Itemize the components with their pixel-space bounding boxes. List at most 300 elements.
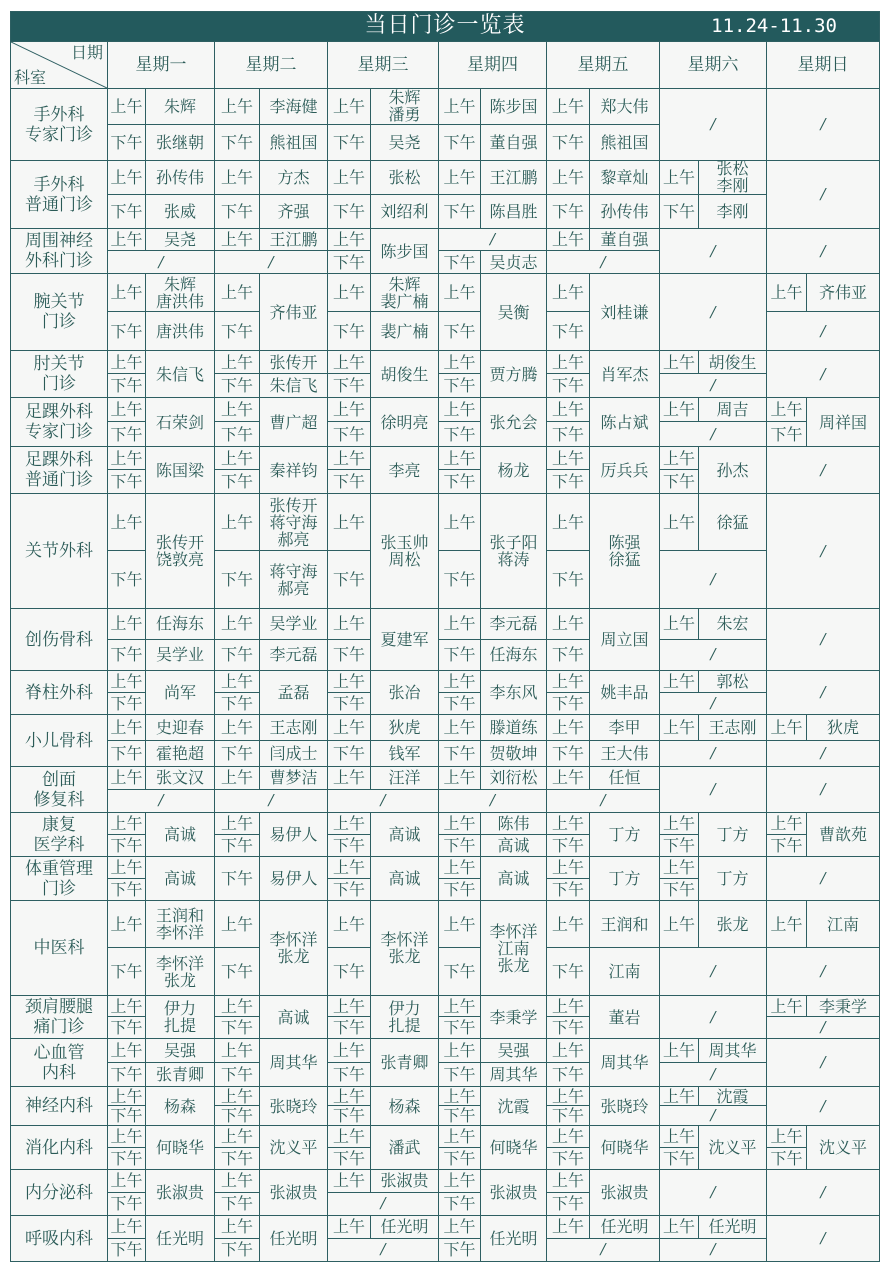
am-label: 上午	[439, 996, 481, 1017]
day-schedule-cell	[107, 1126, 214, 1169]
pm-label: 下午	[439, 1017, 481, 1038]
day-schedule-cell	[659, 494, 766, 608]
pm-label: 下午	[439, 741, 481, 767]
pm-doctor: 江南	[608, 962, 641, 981]
doctor-name: 胡俊生	[380, 364, 429, 384]
pm-label: 下午	[215, 551, 260, 608]
doctor-name: 高诚	[497, 869, 530, 888]
am-label: 上午	[328, 857, 371, 879]
day-schedule-cell	[107, 274, 214, 350]
day-schedule-cell	[659, 89, 766, 160]
day-schedule-cell	[327, 1039, 438, 1086]
pm-label: 下午	[328, 640, 371, 671]
no-clinic-slash: /	[820, 683, 826, 701]
pm-label: 下午	[439, 948, 481, 995]
am-doctor: 齐伟亚	[807, 274, 879, 312]
day-schedule-cell	[214, 1170, 327, 1215]
doctor-name: 伊力 扎提	[388, 999, 421, 1035]
department-name: 消化内科	[25, 1137, 93, 1158]
pm-label: 下午	[439, 693, 481, 715]
am-label: 上午	[215, 715, 260, 741]
am-doctor: 张传开	[260, 351, 327, 374]
pm-label: 下午	[108, 312, 146, 350]
department-name: 手外科 普通门诊	[25, 174, 93, 215]
day-schedule-cell	[107, 996, 214, 1038]
department-row	[11, 1215, 879, 1261]
day-schedule-cell	[766, 161, 879, 228]
day-schedule-cell	[438, 89, 546, 160]
doctor-name: 李怀洋 张龙	[269, 930, 318, 966]
day-schedule-cell	[438, 161, 546, 228]
department-row	[11, 350, 879, 397]
department-name: 小儿骨科	[25, 730, 93, 751]
pm-doctor: 吴尧	[388, 132, 421, 152]
no-clinic-slash: /	[710, 241, 716, 260]
weekday-header: 星期三	[327, 42, 438, 88]
no-clinic-slash: /	[600, 791, 606, 810]
am-label: 上午	[547, 996, 590, 1017]
day-schedule-cell	[546, 996, 659, 1038]
am-doctor: 吴强	[481, 1039, 546, 1063]
day-schedule-cell	[438, 274, 546, 350]
pm-label: 下午	[547, 693, 590, 715]
am-doctor: 张龙	[699, 901, 766, 948]
day-schedule-cell	[546, 715, 659, 766]
pm-label: 下午	[108, 640, 146, 671]
am-label: 上午	[108, 447, 146, 470]
no-clinic-slash: /	[710, 424, 716, 443]
day-schedule-cell	[659, 671, 766, 714]
am-label: 上午	[108, 398, 146, 422]
day-schedule-cell	[659, 447, 766, 493]
no-clinic-slash: /	[710, 376, 716, 394]
am-label: 上午	[439, 274, 481, 312]
am-label: 上午	[328, 351, 371, 374]
pm-label: 下午	[439, 1106, 481, 1125]
pm-label: 下午	[215, 1017, 260, 1038]
pm-label: 下午	[108, 1193, 146, 1216]
pm-doctor: 闫成士	[269, 743, 318, 763]
day-schedule-cell	[659, 351, 766, 397]
pm-label: 下午	[439, 470, 481, 493]
am-doctor: 任恒	[590, 767, 659, 790]
no-clinic-slash: /	[710, 1240, 716, 1259]
day-schedule-cell	[327, 715, 438, 766]
pm-doctor: 钱军	[388, 743, 421, 763]
doctor-name: 厉兵兵	[600, 460, 649, 480]
day-schedule-cell	[766, 274, 879, 350]
am-doctor: 胡俊生	[699, 351, 766, 374]
day-schedule-cell	[659, 229, 766, 273]
department-row	[11, 397, 879, 446]
am-label: 上午	[108, 1039, 146, 1063]
corner-header	[11, 42, 107, 88]
pm-label: 下午	[439, 551, 481, 608]
am-label: 上午	[547, 1039, 590, 1063]
department-row	[11, 160, 879, 228]
pm-label: 下午	[328, 251, 371, 273]
no-clinic-slash: /	[710, 1064, 716, 1083]
day-schedule-cell	[659, 1087, 766, 1125]
doctor-name: 周其华	[269, 1053, 318, 1072]
day-schedule-cell	[766, 671, 879, 714]
am-label: 上午	[660, 398, 699, 422]
day-schedule-cell	[107, 857, 214, 900]
no-clinic-slash: /	[158, 252, 164, 271]
department-row	[11, 714, 879, 766]
no-clinic-slash: /	[380, 791, 386, 810]
pm-doctor: 裴广楠	[380, 321, 429, 341]
no-clinic-slash: /	[710, 1183, 716, 1201]
pm-label: 下午	[328, 693, 371, 715]
am-label: 上午	[328, 1216, 371, 1239]
page-title: 当日门诊一览表	[364, 13, 526, 38]
department-name: 手外科 专家门诊	[25, 104, 93, 145]
am-doctor: 任光明	[699, 1216, 766, 1239]
doctor-name: 任光明	[489, 1229, 538, 1248]
department-name: 体重管理 门诊	[25, 858, 93, 899]
am-doctor: 任海东	[146, 609, 214, 640]
department-name: 腕关节 门诊	[33, 292, 85, 332]
pm-label: 下午	[108, 1017, 146, 1038]
pm-label: 下午	[767, 835, 807, 857]
pm-label: 下午	[108, 470, 146, 493]
day-schedule-cell	[214, 447, 327, 493]
am-label: 上午	[215, 274, 260, 312]
am-label: 上午	[328, 767, 371, 790]
am-label: 上午	[215, 447, 260, 470]
pm-label: 下午	[108, 1239, 146, 1262]
am-label: 上午	[439, 89, 481, 125]
am-label: 上午	[767, 398, 807, 422]
department-row	[11, 812, 879, 856]
pm-label: 下午	[660, 835, 699, 857]
day-schedule-cell	[766, 89, 879, 160]
pm-label: 下午	[439, 1063, 481, 1087]
am-label: 上午	[767, 1126, 807, 1148]
pm-doctor: 陈昌胜	[489, 201, 538, 221]
pm-label: 下午	[328, 1106, 371, 1125]
no-clinic-slash: /	[820, 115, 826, 133]
day-schedule-cell	[438, 609, 546, 670]
pm-doctor: 朱信飞	[269, 376, 318, 395]
am-label: 上午	[660, 609, 699, 640]
pm-label: 下午	[328, 551, 371, 608]
pm-label: 下午	[660, 879, 699, 901]
day-schedule-cell	[766, 813, 879, 856]
no-clinic-slash: /	[600, 252, 606, 271]
am-label: 上午	[215, 1039, 260, 1063]
am-label: 上午	[547, 767, 590, 790]
am-label: 上午	[108, 609, 146, 640]
am-doctor: 陈伟	[481, 813, 546, 835]
am-doctor: 滕道练	[481, 715, 546, 741]
pm-doctor: 周其华	[489, 1064, 538, 1084]
day-schedule-cell	[546, 813, 659, 856]
day-schedule-cell	[214, 351, 327, 397]
pm-doctor: 任海东	[489, 645, 538, 665]
doctor-name: 沈义平	[818, 1138, 867, 1157]
am-doctor: 吴强	[146, 1039, 214, 1063]
am-label: 上午	[767, 715, 807, 741]
am-label: 上午	[767, 996, 807, 1017]
pm-label: 下午	[547, 1193, 590, 1216]
day-schedule-cell	[327, 767, 438, 812]
pm-doctor: 张威	[163, 201, 196, 221]
day-schedule-cell	[659, 1216, 766, 1261]
department-name: 颈肩腰腿 痛门诊	[25, 997, 93, 1037]
pm-label: 下午	[439, 835, 481, 857]
day-schedule-cell	[766, 715, 879, 766]
am-label: 上午	[215, 1126, 260, 1148]
day-schedule-cell	[214, 274, 327, 350]
day-schedule-cell	[546, 229, 659, 273]
department-name: 创伤骨科	[25, 629, 93, 650]
am-label: 上午	[660, 161, 699, 195]
pm-label: 下午	[215, 195, 260, 229]
weekday-header: 星期六	[659, 42, 766, 88]
doctor-name: 杨龙	[497, 460, 530, 480]
doctor-name: 高诚	[388, 825, 421, 844]
pm-label: 下午	[547, 374, 590, 397]
department-row	[11, 1125, 879, 1169]
day-schedule-cell	[546, 89, 659, 160]
am-label: 上午	[547, 447, 590, 470]
department-row	[11, 88, 879, 160]
day-schedule-cell	[766, 767, 879, 812]
am-label: 上午	[547, 857, 590, 879]
am-label: 上午	[547, 1216, 590, 1239]
day-schedule-cell	[214, 398, 327, 446]
pm-doctor: 蒋守海 郝亮	[269, 561, 318, 598]
schedule-body	[11, 88, 879, 1261]
pm-label: 下午	[108, 948, 146, 995]
no-clinic-slash: /	[820, 743, 826, 762]
pm-doctor: 熊祖国	[269, 132, 318, 152]
am-label: 上午	[108, 857, 146, 879]
am-label: 上午	[328, 996, 371, 1017]
pm-label: 下午	[215, 125, 260, 161]
department-row	[11, 1086, 879, 1125]
doctor-name: 丁方	[716, 869, 749, 888]
pm-label: 下午	[547, 948, 590, 995]
am-label: 上午	[547, 229, 590, 251]
pm-label: 下午	[108, 835, 146, 857]
am-doctor: 张文汉	[146, 767, 214, 790]
no-clinic-slash: /	[710, 115, 716, 133]
am-doctor: 王江鹏	[260, 229, 327, 251]
pm-label: 下午	[439, 1239, 481, 1262]
day-schedule-cell	[546, 1087, 659, 1125]
day-schedule-cell	[766, 1039, 879, 1086]
date-range: 11.24-11.30	[711, 15, 837, 37]
am-label: 上午	[215, 609, 260, 640]
pm-label: 下午	[328, 1063, 371, 1087]
day-schedule-cell	[438, 1126, 546, 1169]
department-row	[11, 900, 879, 995]
no-clinic-slash: /	[158, 791, 164, 810]
pm-label: 下午	[439, 1193, 481, 1216]
day-schedule-cell	[107, 494, 214, 608]
day-schedule-cell	[766, 901, 879, 995]
pm-label: 下午	[215, 1106, 260, 1125]
no-clinic-slash: /	[710, 645, 716, 664]
doctor-name: 高诚	[388, 869, 421, 888]
weekday-header: 星期四	[438, 42, 546, 88]
am-label: 上午	[660, 715, 699, 741]
day-schedule-cell	[438, 767, 546, 812]
department-row	[11, 995, 879, 1038]
pm-label: 下午	[547, 1106, 590, 1125]
doctor-name: 曹广超	[269, 412, 318, 432]
day-schedule-cell	[766, 447, 879, 493]
am-doctor: 江南	[807, 901, 879, 948]
day-schedule-cell	[107, 1087, 214, 1125]
am-label: 上午	[547, 161, 590, 195]
day-schedule-cell	[107, 161, 214, 228]
doctor-name: 高诚	[163, 869, 196, 888]
am-doctor: 张松	[371, 161, 438, 195]
day-schedule-cell	[214, 1039, 327, 1086]
am-label: 上午	[328, 494, 371, 551]
pm-doctor: 董自强	[489, 132, 538, 152]
am-label: 上午	[328, 229, 371, 251]
day-schedule-cell	[659, 813, 766, 856]
day-schedule-cell	[659, 901, 766, 995]
am-doctor: 狄虎	[807, 715, 879, 741]
no-clinic-slash: /	[710, 302, 716, 321]
am-label: 上午	[547, 398, 590, 422]
am-label: 上午	[215, 901, 260, 948]
day-schedule-cell	[546, 1216, 659, 1261]
no-clinic-slash: /	[820, 1096, 826, 1115]
am-doctor: 郭松	[699, 671, 766, 693]
am-label: 上午	[328, 447, 371, 470]
weekday-header-row	[11, 41, 879, 88]
doctor-name: 杨森	[388, 1096, 421, 1116]
am-label: 上午	[328, 89, 371, 125]
doctor-name: 董岩	[608, 1007, 641, 1027]
am-label: 上午	[547, 274, 590, 312]
day-schedule-cell	[546, 671, 659, 714]
am-doctor: 任光明	[371, 1216, 438, 1239]
am-label: 上午	[439, 1216, 481, 1239]
day-schedule-cell	[659, 767, 766, 812]
doctor-name: 贾方腾	[489, 364, 538, 384]
am-doctor: 周吉	[699, 398, 766, 422]
am-label: 上午	[328, 901, 371, 948]
am-label: 上午	[767, 274, 807, 312]
am-label: 上午	[767, 813, 807, 835]
day-schedule-cell	[107, 671, 214, 714]
no-clinic-slash: /	[820, 460, 826, 479]
pm-label: 下午	[215, 374, 260, 397]
pm-label: 下午	[215, 857, 260, 900]
am-doctor: 任光明	[590, 1216, 659, 1239]
doctor-name: 任光明	[155, 1229, 204, 1248]
am-label: 上午	[547, 1126, 590, 1148]
am-doctor: 王志刚	[699, 715, 766, 741]
day-schedule-cell	[214, 671, 327, 714]
doctor-name: 张青卿	[380, 1053, 429, 1072]
am-label: 上午	[108, 1170, 146, 1193]
am-label: 上午	[215, 89, 260, 125]
day-schedule-cell	[327, 857, 438, 900]
am-doctor: 吴学业	[260, 609, 327, 640]
day-schedule-cell	[546, 351, 659, 397]
day-schedule-cell	[659, 857, 766, 900]
day-schedule-cell	[766, 996, 879, 1038]
pm-label: 下午	[328, 312, 371, 350]
am-label: 上午	[215, 494, 260, 551]
day-schedule-cell	[546, 398, 659, 446]
doctor-name: 石荣剑	[155, 412, 204, 432]
day-schedule-cell	[214, 1216, 327, 1261]
doctor-name: 张玉帅 周松	[380, 533, 429, 569]
department-name: 足踝外科 普通门诊	[25, 450, 93, 490]
day-schedule-cell	[766, 229, 879, 273]
am-doctor: 李海健	[260, 89, 327, 125]
day-schedule-cell	[214, 1126, 327, 1169]
am-label: 上午	[328, 1087, 371, 1106]
am-doctor: 朱辉	[146, 89, 214, 125]
department-name: 创面 修复科	[33, 769, 85, 810]
am-label: 上午	[439, 767, 481, 790]
doctor-name: 张淑贵	[600, 1183, 649, 1202]
day-schedule-cell	[438, 901, 546, 995]
doctor-name: 李秉学	[489, 1007, 538, 1027]
doctor-name: 张淑贵	[155, 1183, 204, 1202]
doctor-name: 潘武	[388, 1138, 421, 1157]
no-clinic-slash: /	[820, 869, 826, 887]
am-label: 上午	[328, 161, 371, 195]
pm-label: 下午	[547, 195, 590, 229]
day-schedule-cell	[546, 901, 659, 995]
pm-doctor: 吴贞志	[489, 252, 538, 272]
doctor-name: 徐明亮	[380, 412, 429, 432]
day-schedule-cell	[107, 1170, 214, 1215]
day-schedule-cell	[327, 447, 438, 493]
am-label: 上午	[660, 351, 699, 374]
day-schedule-cell	[766, 1216, 879, 1261]
am-doctor: 王润和	[590, 901, 659, 948]
doctor-name: 杨森	[163, 1096, 196, 1116]
pm-label: 下午	[328, 741, 371, 767]
doctor-name: 秦祥钧	[269, 460, 318, 480]
department-name: 足踝外科 专家门诊	[25, 402, 93, 442]
am-doctor: 王润和 李怀洋	[146, 901, 214, 948]
pm-label: 下午	[328, 422, 371, 446]
department-row	[11, 273, 879, 350]
doctor-name: 丁方	[716, 825, 749, 844]
am-doctor: 李秉学	[807, 996, 879, 1017]
am-doctor: 朱辉 唐洪伟	[146, 274, 214, 312]
am-label: 上午	[108, 1216, 146, 1239]
am-doctor: 张淑贵	[371, 1170, 438, 1193]
am-label: 上午	[108, 274, 146, 312]
am-label: 上午	[547, 1170, 590, 1193]
doctor-name: 何晓华	[600, 1138, 649, 1157]
doctor-name: 何晓华	[155, 1138, 204, 1157]
am-label: 上午	[547, 901, 590, 948]
am-label: 上午	[439, 351, 481, 374]
department-name: 周围神经 外科门诊	[25, 231, 93, 271]
am-doctor: 朱宏	[699, 609, 766, 640]
am-label: 上午	[660, 901, 699, 948]
day-schedule-cell	[107, 609, 214, 670]
no-clinic-slash: /	[820, 1229, 826, 1247]
day-schedule-cell	[546, 1039, 659, 1086]
